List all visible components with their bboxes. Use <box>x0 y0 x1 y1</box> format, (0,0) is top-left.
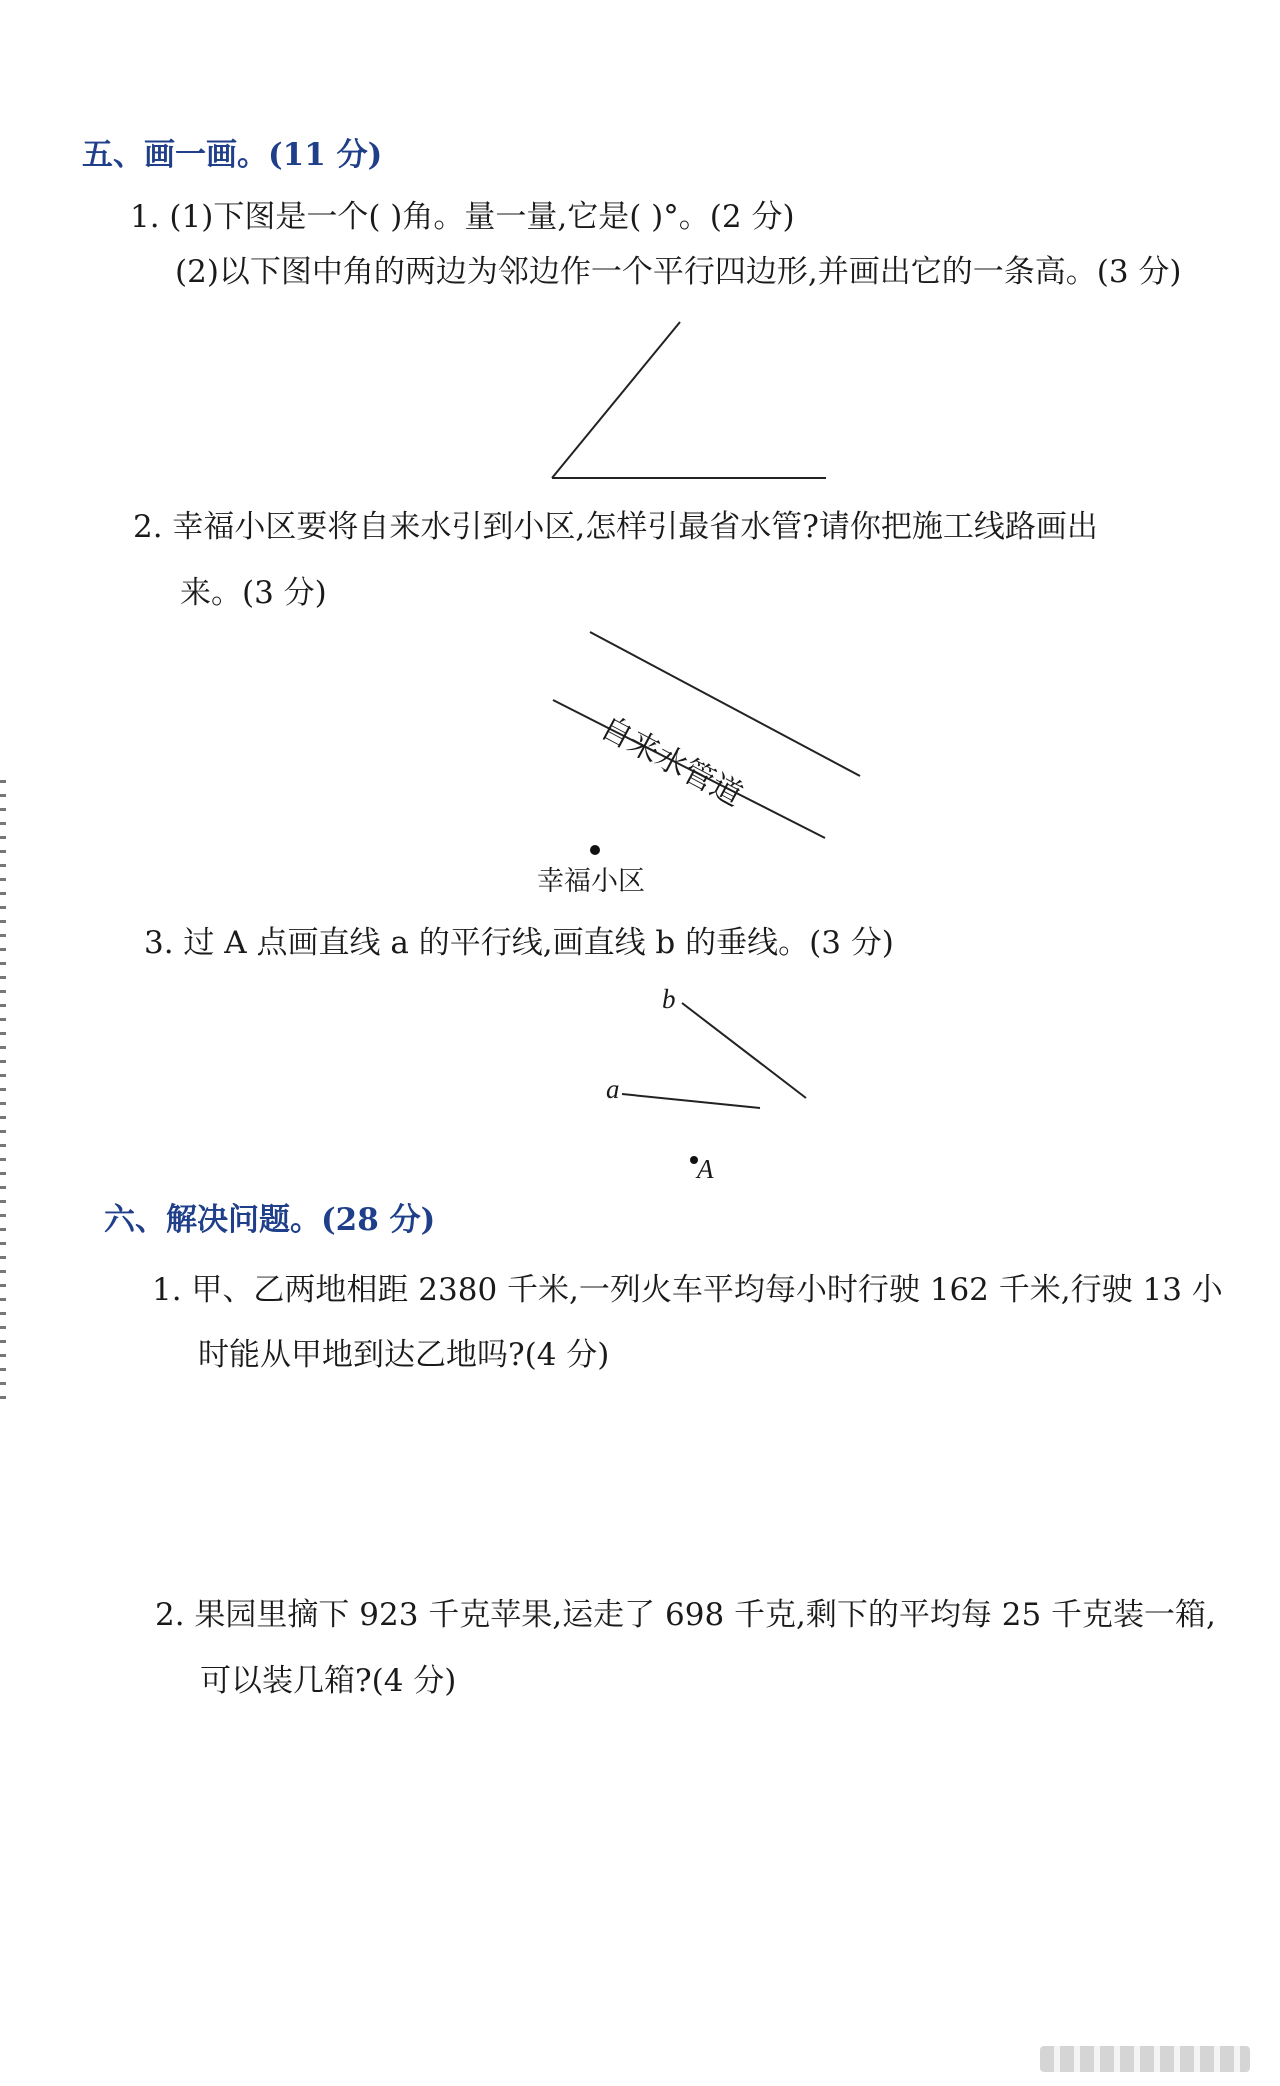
q5-1-part1: 1. (1)下图是一个( )角。量一量,它是( )°。(2 分) <box>130 199 795 235</box>
line-a <box>622 1094 760 1108</box>
line-b <box>682 1003 806 1098</box>
angle-side-1 <box>552 322 680 478</box>
q5-3-text: 3. 过 A 点画直线 a 的平行线,画直线 b 的垂线。(3 分) <box>144 925 894 961</box>
pipe-label: 自来水管道 <box>594 709 749 814</box>
q6-1-line2: 时能从甲地到达乙地吗?(4 分) <box>198 1337 610 1373</box>
q5-1-part2: (2)以下图中角的两边为邻边作一个平行四边形,并画出它的一条高。(3 分) <box>175 254 1182 290</box>
q6-2-line2: 可以装几箱?(4 分) <box>200 1663 457 1699</box>
label-a: a <box>606 1074 620 1104</box>
q5-2-line2: 来。(3 分) <box>180 575 327 611</box>
community-label: 幸福小区 <box>537 866 645 897</box>
q6-1-line1: 1. 甲、乙两地相距 2380 千米,一列火车平均每小时行驶 162 千米,行驶 13 小 <box>152 1272 1223 1308</box>
section-6-title: 六、解决问题。(28 分) <box>104 1202 436 1238</box>
community-point <box>590 845 600 855</box>
binding-margin-marks <box>0 780 6 1400</box>
label-A: A <box>697 1154 714 1184</box>
section-5-title: 五、画一画。(11 分) <box>82 137 383 173</box>
q5-2-line1: 2. 幸福小区要将自来水引到小区,怎样引最省水管?请你把施工线路画出 <box>133 509 1098 545</box>
scan-edge-artifact <box>1040 2046 1250 2072</box>
label-b: b <box>662 984 676 1014</box>
q6-2-line1: 2. 果园里摘下 923 千克苹果,运走了 698 千克,剩下的平均每 25 千克装一箱, <box>155 1597 1216 1633</box>
